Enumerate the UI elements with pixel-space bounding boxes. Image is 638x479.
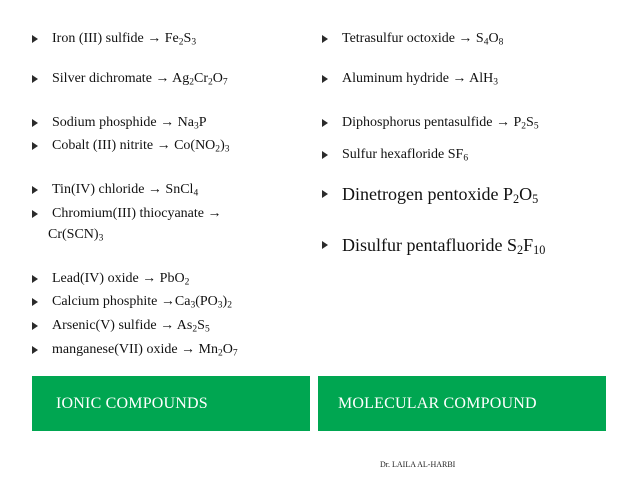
- triangle-bullet-icon: [32, 35, 38, 43]
- ionic-item-2-text: Silver dichromate → $Ag_2Cr_2O_7$: [52, 71, 228, 88]
- ionic-item-6-continuation: $Cr(SCN)_3$: [48, 227, 104, 244]
- triangle-bullet-icon: [32, 322, 38, 330]
- molecular-item-4-text: Sulfur hexafloride $SF_6$: [342, 147, 469, 164]
- triangle-bullet-icon: [322, 241, 328, 249]
- ionic-item-6-text: Chromium(III) thiocyanate →: [52, 206, 222, 221]
- ionic-item-1: [32, 30, 196, 48]
- triangle-bullet-icon: [32, 346, 38, 354]
- triangle-bullet-icon: [322, 75, 328, 83]
- ionic-item-7-text: Lead(IV) oxide → PbO$_2$: [52, 271, 190, 288]
- ionic-item-3-text: Sodium phosphide → $Na_3P$: [52, 115, 207, 132]
- triangle-bullet-icon: [322, 119, 328, 127]
- molecular-item-1: [322, 30, 503, 48]
- ionic-item-5-text: Tin(IV) chloride → SnCl$_4$: [52, 182, 199, 199]
- triangle-bullet-icon: [32, 75, 38, 83]
- footer-author: Dr. LAILA AL-HARBI: [380, 460, 456, 469]
- ionic-item-4: [32, 137, 230, 155]
- molecular-item-6: [322, 234, 545, 256]
- molecular-item-5-text: Dinetrogen pentoxide $P_2O_5$: [342, 184, 539, 207]
- triangle-bullet-icon: [32, 210, 38, 218]
- triangle-bullet-icon: [32, 186, 38, 194]
- molecular-item-2: [322, 70, 498, 88]
- ionic-item-10-text: manganese(VII) oxide → $Mn_2O_7$: [52, 342, 238, 359]
- molecular-item-3-text: Diphosphorus pentasulfide → $P_2S_5$: [342, 115, 539, 132]
- triangle-bullet-icon: [322, 35, 328, 43]
- molecular-item-6-text: Disulfur pentafluoride $S_2F_{10}$: [342, 235, 546, 258]
- ionic-item-9: [32, 317, 210, 335]
- triangle-bullet-icon: [322, 190, 328, 198]
- molecular-item-4: [322, 146, 468, 164]
- ionic-item-10: [32, 341, 238, 359]
- ionic-compounds-label-text: IONIC COMPOUNDS: [56, 394, 208, 412]
- ionic-item-4-text: Cobalt (III) nitrite → $Co(NO_2)_3$: [52, 138, 230, 155]
- ionic-item-7: [32, 270, 189, 288]
- molecular-item-5: [322, 183, 538, 205]
- ionic-item-9-text: Arsenic(V) sulfide → $As_2S_5$: [52, 318, 210, 335]
- ionic-item-3: [32, 114, 207, 132]
- triangle-bullet-icon: [32, 119, 38, 127]
- ionic-item-1-text: Iron (III) sulfide → $Fe_2S_3$: [52, 31, 197, 48]
- triangle-bullet-icon: [32, 142, 38, 150]
- molecular-compound-label-text: MOLECULAR COMPOUND: [338, 394, 537, 412]
- ionic-item-5: [32, 181, 198, 199]
- ionic-item-6: [32, 205, 222, 223]
- ionic-item-8-text: Calcium phosphite $\to Ca_3(PO_3)_2$: [52, 294, 232, 311]
- ionic-compounds-label: [32, 376, 310, 431]
- molecular-compound-label: [318, 376, 606, 431]
- triangle-bullet-icon: [322, 151, 328, 159]
- molecular-item-2-text: Aluminum hydride → AlH$_3$: [342, 71, 499, 88]
- triangle-bullet-icon: [32, 275, 38, 283]
- ionic-item-8: [32, 293, 232, 311]
- triangle-bullet-icon: [32, 298, 38, 306]
- ionic-item-2: [32, 70, 228, 88]
- molecular-item-3: [322, 114, 539, 132]
- molecular-item-1-text: Tetrasulfur octoxide → $S_4O_8$: [342, 31, 504, 48]
